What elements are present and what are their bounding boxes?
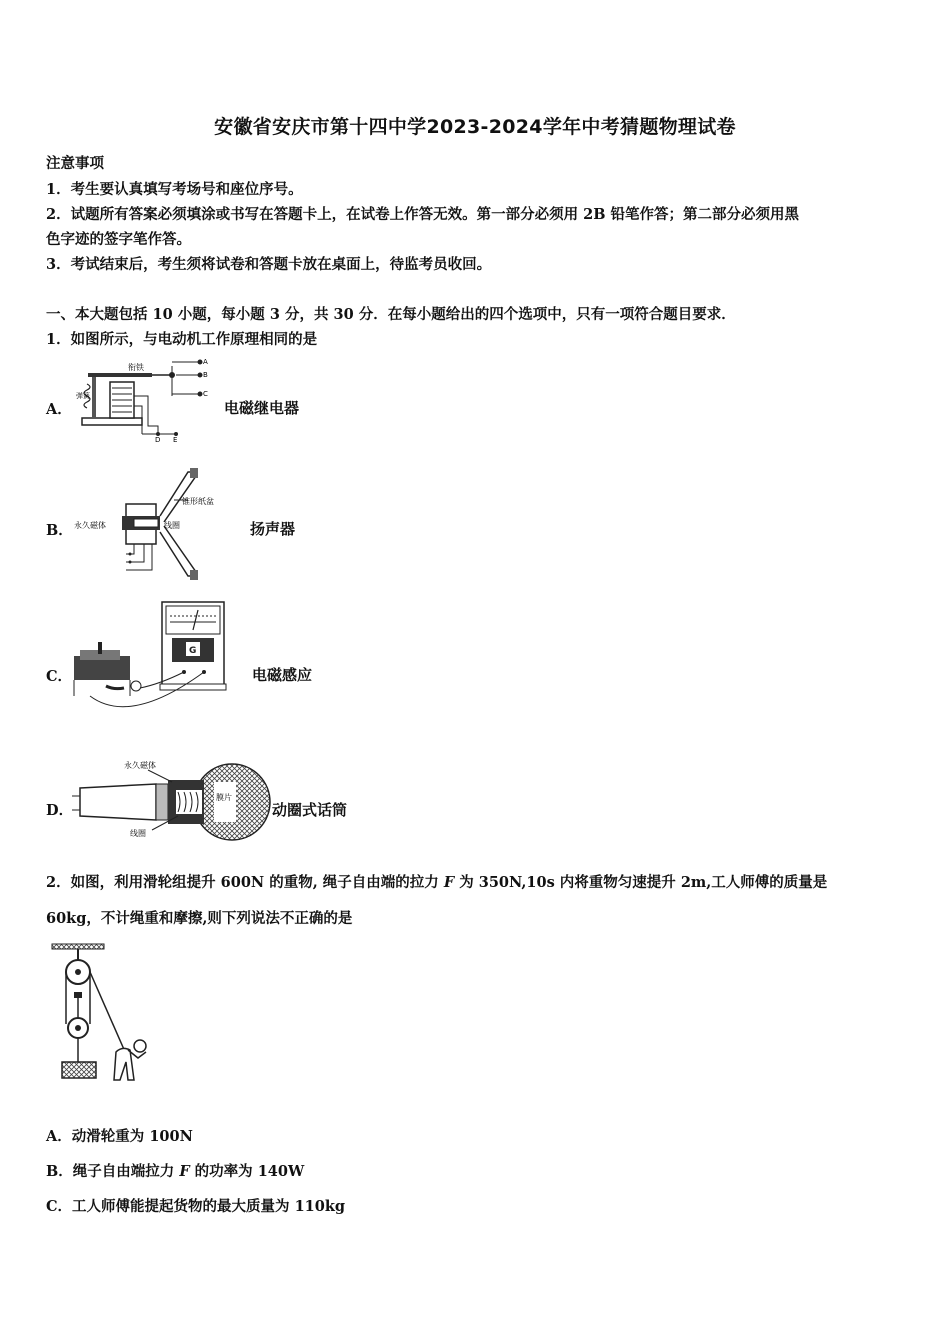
q1-option-b-letter: B． [46, 522, 73, 539]
q2-var-f: F [443, 874, 455, 891]
q1-option-b-label: 扬声器 [250, 520, 296, 538]
mic-coil-label: 线圈 [130, 829, 146, 838]
q1-option-d-letter: D． [46, 802, 74, 819]
exam-title: 安徽省安庆市第十四中学2023-2024学年中考猜题物理试卷 [214, 116, 736, 138]
galvanometer-label: G [189, 646, 197, 656]
q1-option-d-label: 动圈式话筒 [272, 801, 348, 819]
notice-heading: 注意事项 [46, 155, 104, 172]
notice-item-1: 1．考生要认真填写考场号和座位序号。 [46, 181, 303, 198]
speaker-magnet-label: 永久磁体 [74, 521, 106, 530]
q2-option-c: C．工人师傅能提起货物的最大质量为 110kg [46, 1198, 346, 1215]
relay-terminal-e: E [173, 436, 178, 444]
q1-option-c-letter: C． [46, 668, 73, 685]
relay-armature-label: 衔铁 [128, 363, 144, 372]
relay-terminal-d: D [155, 436, 161, 444]
relay-terminal-a: A [203, 358, 208, 366]
relay-terminal-c: C [203, 390, 208, 398]
microphone-figure [72, 756, 272, 842]
q1-stem: 1．如图所示，与电动机工作原理相同的是 [46, 331, 318, 348]
q2-option-a: A．动滑轮重为 100N [46, 1128, 193, 1145]
speaker-figure [74, 464, 234, 584]
q2-option-b: B．绳子自由端拉力 F 的功率为 140W [46, 1163, 305, 1180]
q2-stem-line2: 60kg，不计绳重和摩擦,则下列说法不正确的是 [46, 910, 353, 927]
section-header: 一、本大题包括 10 小题，每小题 3 分，共 30 分．在每小题给出的四个选项中，只有一项符合题目要求． [46, 306, 736, 323]
q1-option-a-letter: A． [46, 401, 72, 418]
relay-spring-label: 弹簧 [76, 392, 90, 400]
mic-diaphragm-label: 膜片 [216, 793, 232, 802]
q2-stem-line1: 2．如图，利用滑轮组提升 600N 的重物, 绳子自由端的拉力 F 为 350N,10s 内将重物匀速提升 2m,工人师傅的质量是 [46, 874, 828, 891]
mic-magnet-label: 永久磁体 [124, 761, 156, 770]
relay-figure [72, 356, 212, 442]
q1-option-a-label: 电磁继电器 [224, 399, 300, 417]
notice-item-2-cont: 色字迹的签字笔作答。 [46, 231, 191, 248]
pulley-figure [44, 942, 164, 1088]
relay-terminal-b: B [203, 371, 208, 379]
notice-item-2: 2．试题所有答案必须填涂或书写在答题卡上，在试卷上作答无效。第一部分必须用 2B 铅笔作答；第二部分必须用黑 [46, 206, 800, 223]
speaker-coil-label: 线圈 [164, 521, 180, 530]
notice-item-3: 3．考试结束后，考生须将试卷和答题卡放在桌面上，待监考员收回。 [46, 256, 492, 273]
speaker-cone-label: 锥形纸盆 [182, 497, 214, 506]
q1-option-c-label: 电磁感应 [252, 666, 313, 684]
induction-figure [70, 598, 230, 722]
